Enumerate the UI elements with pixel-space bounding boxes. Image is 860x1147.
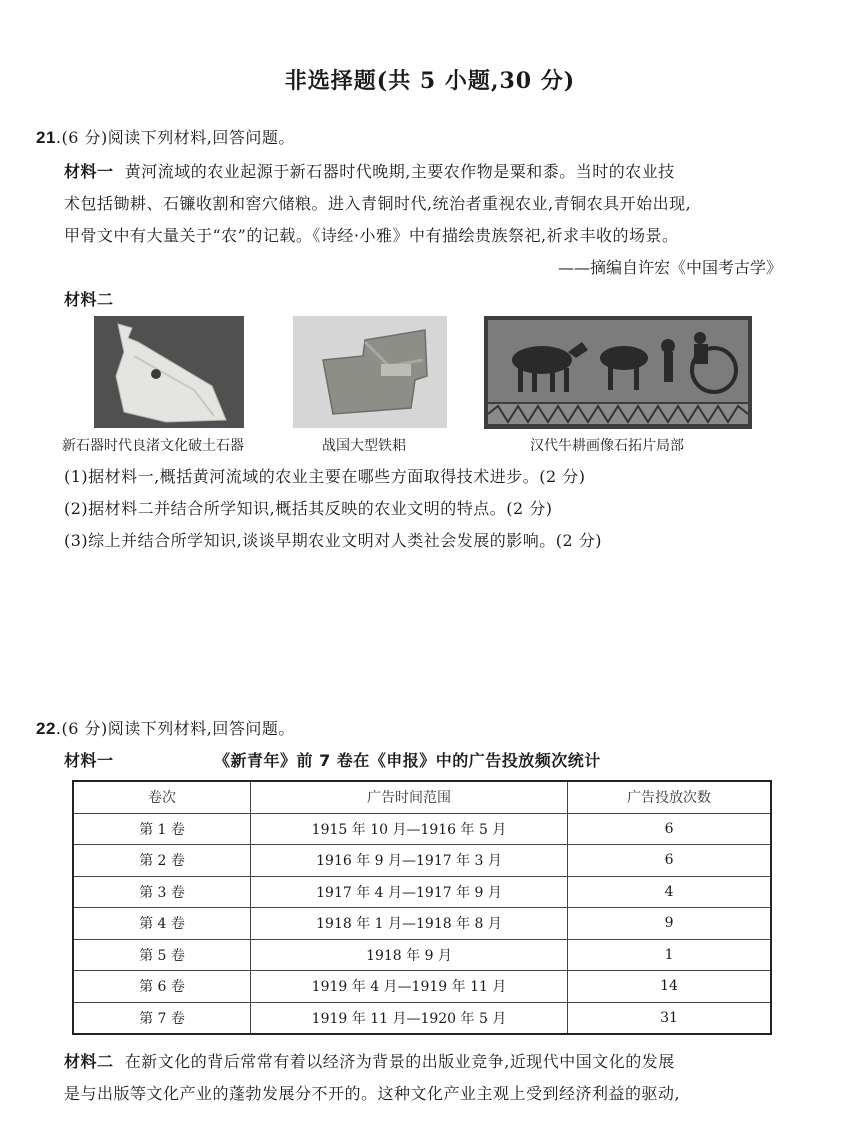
- table-row: [73, 939, 771, 971]
- q21-question-3: (3)综上并结合所学知识,谈谈早期农业文明对人类社会发展的影响。(2 分): [64, 531, 603, 550]
- q21-intro: .(6 分)阅读下列材料,回答问题。: [55, 128, 295, 147]
- table-cell: 1919 年 4 月—1919 年 11 月: [250, 971, 567, 1003]
- table-header-cell: 卷次: [73, 781, 250, 813]
- q22-material2-text: 在新文化的背后常常有着以经济为背景的出版业竞争,近现代中国文化的发展: [124, 1052, 675, 1071]
- table-cell: 1919 年 11 月—1920 年 5 月: [250, 1002, 567, 1034]
- table-cell: 9: [568, 908, 771, 940]
- q22-intro: .(6 分)阅读下列材料,回答问题。: [55, 719, 295, 738]
- iron-spade-photo: [293, 316, 447, 428]
- caption-iron-spade: 战国大型铁耜: [322, 438, 406, 454]
- table-cell: 第 2 卷: [73, 845, 250, 877]
- table-cell: 第 4 卷: [73, 908, 250, 940]
- ad-frequency-table: [72, 780, 772, 1035]
- q21-material1-line3: 甲骨文中有大量关于“农”的记载。《诗经·小雅》中有描绘贵族祭祀,祈求丰收的场景。: [64, 226, 679, 245]
- table-cell: 1918 年 1 月—1918 年 8 月: [250, 908, 567, 940]
- q21-number: 21: [36, 128, 56, 147]
- q22-number: 22: [36, 719, 56, 738]
- table-row: [73, 908, 771, 940]
- table-row: [73, 1002, 771, 1034]
- table-row: [73, 845, 771, 877]
- q21-material2-label: 材料二: [64, 290, 114, 309]
- table-cell: 6: [568, 813, 771, 845]
- table-row: [73, 971, 771, 1003]
- table-header-cell: 广告投放次数: [568, 781, 771, 813]
- table-cell: 31: [568, 1002, 771, 1034]
- table-header-row: [73, 781, 771, 813]
- q21-material1-line1: [64, 159, 675, 182]
- q21-material1-label: 材料一: [64, 162, 114, 181]
- q22-material2-line2: 是与出版等文化产业的蓬勃发展分不开的。这种文化产业主观上受到经济利益的驱动,: [64, 1084, 681, 1103]
- table-cell: 1916 年 9 月—1917 年 3 月: [250, 845, 567, 877]
- caption-ox-plowing: 汉代牛耕画像石拓片局部: [530, 438, 684, 454]
- table-row: [73, 876, 771, 908]
- q21-material1-source: ——摘编自许宏《中国考古学》: [557, 258, 782, 277]
- table-cell: 第 1 卷: [73, 813, 250, 845]
- table-cell: 第 7 卷: [73, 1002, 250, 1034]
- section-title: 非选择题(共 5 小题,30 分): [284, 68, 576, 94]
- q22-table-title: 《新青年》前 7 卷在《申报》中的广告投放频次统计: [214, 751, 601, 770]
- table-row: [73, 813, 771, 845]
- q22-material2-line1: [64, 1049, 675, 1072]
- table-cell: 6: [568, 845, 771, 877]
- table-cell: 1918 年 9 月: [250, 939, 567, 971]
- q22-material1-label: 材料一: [64, 751, 114, 770]
- q21-material1-line2: 术包括锄耕、石镰收割和窖穴储粮。进入青铜时代,统治者重视农业,青铜农具开始出现,: [64, 194, 692, 213]
- table-cell: 14: [568, 971, 771, 1003]
- table-cell: 第 6 卷: [73, 971, 250, 1003]
- caption-stone-plow: 新石器时代良渚文化破土石器: [62, 438, 244, 454]
- q21-material1-text: 黄河流域的农业起源于新石器时代晚期,主要农作物是粟和黍。当时的农业技: [124, 162, 675, 181]
- q21-header: [36, 125, 295, 148]
- table-cell: 第 3 卷: [73, 876, 250, 908]
- table-cell: 1917 年 4 月—1917 年 9 月: [250, 876, 567, 908]
- table-cell: 4: [568, 876, 771, 908]
- table-header-cell: 广告时间范围: [250, 781, 567, 813]
- q22-header: [36, 716, 295, 739]
- ox-plowing-rubbing: [484, 316, 752, 429]
- table-cell: 1: [568, 939, 771, 971]
- q22-material2-label: 材料二: [64, 1052, 114, 1071]
- table-cell: 1915 年 10 月—1916 年 5 月: [250, 813, 567, 845]
- q21-question-2: (2)据材料二并结合所学知识,概括其反映的农业文明的特点。(2 分): [64, 499, 553, 518]
- stone-plow-photo: [94, 316, 244, 428]
- table-cell: 第 5 卷: [73, 939, 250, 971]
- q21-question-1: (1)据材料一,概括黄河流域的农业主要在哪些方面取得技术进步。(2 分): [64, 467, 586, 486]
